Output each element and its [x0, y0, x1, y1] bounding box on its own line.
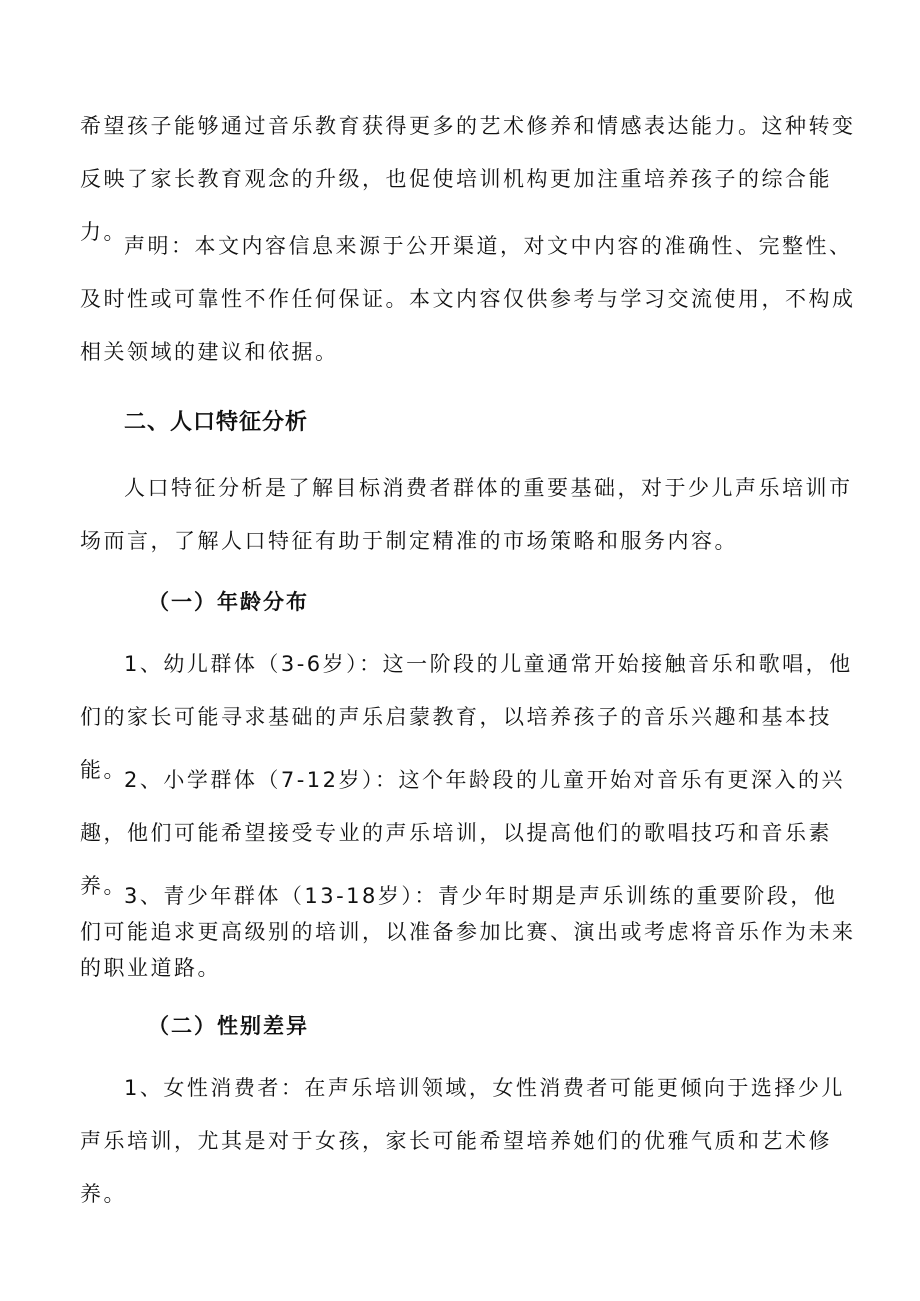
section-heading: 二、人口特征分析 — [124, 410, 309, 435]
subsection-heading-gender: （二）性别差异 — [148, 1014, 309, 1038]
section-intro-paragraph: 人口特征分析是了解目标消费者群体的重要基础，对于少儿声乐培训市场而言，了解人口特征有助于制定精准的市场策略和服务内容。 — [80, 476, 853, 553]
age-item-primary: 2、小学群体（7-12岁）：这个年龄段的儿童开始对音乐有更深入的兴趣，他们可能希望接受专业的声乐培训，以提高他们的歌唱技巧和音乐素养。 — [80, 768, 846, 898]
age-item-teen: 3、青少年群体（13-18岁）：青少年时期是声乐训练的重要阶段，他们可能追求更高级别的培训，以准备参加比赛、演出或考虑将音乐作为未来的职业道路。 — [80, 884, 856, 980]
paragraph-continuation: 希望孩子能够通过音乐教育获得更多的艺术修养和情感表达能力。这种转变反映了家长教育观念的升级，也促使培训机构更加注重培养孩子的综合能力。 — [80, 114, 856, 244]
age-item-toddler: 1、幼儿群体（3-6岁）：这一阶段的儿童通常开始接触音乐和歌唱，他们的家长可能寻求基础的声乐启蒙教育，以培养孩子的音乐兴趣和基本技能。 — [80, 652, 853, 782]
subsection-heading-age: （一）年龄分布 — [148, 590, 309, 614]
gender-item-female: 1、女性消费者：在声乐培训领域，女性消费者可能更倾向于选择少儿声乐培训，尤其是对于女孩，家长可能希望培养她们的优雅气质和艺术修养。 — [80, 1076, 845, 1206]
disclaimer-paragraph: 声明：本文内容信息来源于公开渠道，对文中内容的准确性、完整性、及时性或可靠性不作任何保证。本文内容仅供参考与学习交流使用，不构成相关领域的建议和依据。 — [80, 234, 856, 364]
